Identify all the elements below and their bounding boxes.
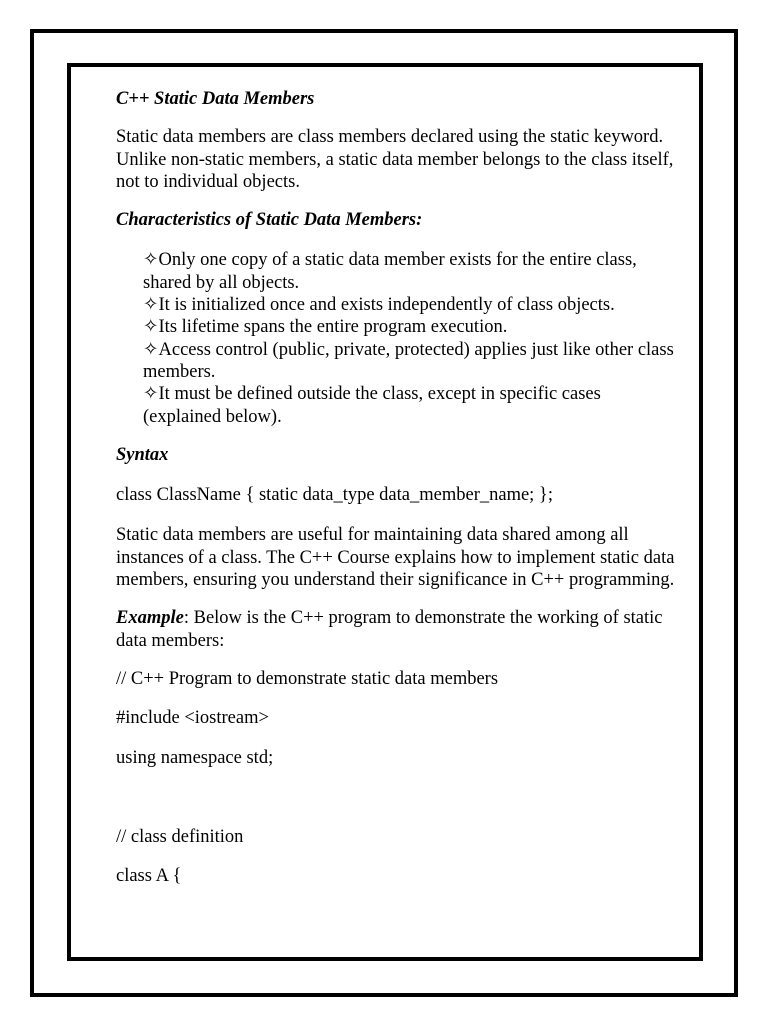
four-point-star-icon: ✧ (143, 250, 159, 271)
document-title: C++ Static Data Members (116, 89, 315, 109)
list-item: ✧It is initialized once and exists independently of class objects. (143, 295, 615, 316)
characteristics-heading: Characteristics of Static Data Members: (116, 210, 423, 231)
four-point-star-icon: ✧ (143, 384, 159, 405)
four-point-star-icon: ✧ (143, 339, 159, 360)
document-body (116, 88, 676, 887)
syntax-heading: Syntax (116, 444, 169, 465)
list-item: ✧It must be defined outside the class, except in specific cases (explained below). (143, 384, 601, 427)
usefulness-paragraph: Static data members are useful for maintaining data shared among all instances of a class. The C++ Course explains how to implement static data members, ensuring you understand their significance in C++ programming. (116, 525, 675, 591)
syntax-line: class ClassName { static data_type data_member_name; }; (116, 485, 553, 506)
characteristics-list (143, 249, 676, 427)
code-class-declaration: class A { (116, 866, 182, 887)
code-comment: // C++ Program to demonstrate static data members (116, 668, 499, 689)
four-point-star-icon: ✧ (143, 317, 159, 338)
code-class-comment: // class definition (116, 826, 244, 847)
list-item: ✧Its lifetime spans the entire program execution. (143, 317, 508, 338)
code-include: #include <iostream> (116, 708, 269, 729)
four-point-star-icon: ✧ (143, 295, 159, 316)
code-using: using namespace std; (116, 747, 274, 768)
intro-paragraph: Static data members are class members declared using the static keyword. Unlike non-static members, a static data member belongs to the class itself, not to individual objects. (116, 127, 674, 192)
list-item: ✧Only one copy of a static data member exists for the entire class, shared by all objects. (143, 250, 637, 293)
list-item: ✧Access control (public, private, protected) applies just like other class members. (143, 339, 674, 382)
example-paragraph: Example: Below is the C++ program to demonstrate the working of static data members: (116, 608, 663, 651)
example-label: Example (116, 608, 184, 629)
